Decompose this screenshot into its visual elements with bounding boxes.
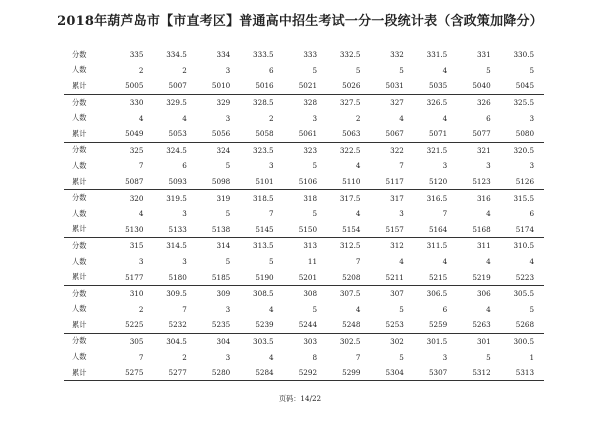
- score-cell: 313.5: [253, 241, 274, 251]
- score-cell: 302: [390, 336, 404, 346]
- cumulative-cell: 5150: [298, 224, 318, 234]
- count-cell: 5: [312, 65, 318, 75]
- count-row-label: 人数: [72, 208, 87, 218]
- cumulative-cell: 5253: [385, 320, 404, 330]
- count-cell: 4: [442, 257, 448, 267]
- count-cell: 5: [225, 161, 231, 171]
- score-cell: 320: [129, 193, 144, 203]
- cumulative-cell: 5263: [472, 320, 491, 330]
- count-cell: 2: [138, 304, 144, 314]
- cumulative-cell: 5164: [428, 224, 448, 234]
- score-cell: 306.5: [426, 289, 448, 299]
- score-cell: 302.5: [339, 336, 361, 346]
- count-cell: 4: [355, 209, 361, 219]
- count-cell: 5: [269, 257, 274, 267]
- cumulative-cell: 5307: [428, 368, 448, 378]
- cumulative-cell: 5304: [385, 368, 404, 378]
- count-cell: 5: [312, 209, 318, 219]
- count-cell: 2: [269, 113, 274, 123]
- cumulative-row-label: 累计: [72, 80, 87, 90]
- cumulative-row: [64, 269, 544, 285]
- count-cell: 2: [355, 113, 361, 123]
- count-cell: 4: [269, 352, 274, 362]
- cumulative-cell: 5235: [211, 320, 231, 330]
- cumulative-cell: 5067: [385, 129, 404, 139]
- cumulative-cell: 5232: [168, 320, 187, 330]
- score-cell: 315: [129, 241, 144, 251]
- count-cell: 4: [442, 65, 448, 75]
- count-cell: 5: [486, 352, 491, 362]
- score-cell: 327: [390, 98, 404, 108]
- score-cell: 321: [476, 145, 491, 155]
- cumulative-row: [64, 222, 544, 238]
- score-cell: 319.5: [166, 193, 187, 203]
- cumulative-cell: 5053: [168, 129, 187, 139]
- count-row-label: 人数: [72, 65, 87, 75]
- score-row-label: 分数: [72, 240, 87, 250]
- cumulative-cell: 5063: [342, 129, 361, 139]
- score-cell: 328: [303, 98, 318, 108]
- score-cell: 303.5: [253, 336, 274, 346]
- cumulative-cell: 5101: [255, 177, 274, 187]
- count-row: [64, 302, 544, 318]
- cumulative-row: [64, 174, 544, 190]
- cumulative-cell: 5093: [168, 177, 187, 187]
- score-cell: 326: [476, 98, 491, 108]
- cumulative-cell: 5106: [298, 177, 318, 187]
- cumulative-cell: 5056: [211, 129, 231, 139]
- count-cell: 3: [529, 161, 535, 171]
- cumulative-cell: 5035: [428, 81, 448, 91]
- count-cell: 3: [529, 113, 535, 123]
- score-cell: 332.5: [339, 50, 361, 60]
- cumulative-cell: 5268: [515, 320, 535, 330]
- score-cell: 309: [216, 289, 231, 299]
- score-block: [64, 238, 544, 286]
- count-row-label: 人数: [72, 160, 87, 170]
- count-cell: 3: [225, 113, 231, 123]
- cumulative-row-label: 累计: [72, 367, 87, 377]
- score-cell: 312.5: [339, 241, 361, 251]
- count-cell: 2: [138, 65, 144, 75]
- score-cell: 300.5: [513, 336, 535, 346]
- score-row-label: 分数: [72, 336, 87, 346]
- cumulative-cell: 5248: [342, 320, 361, 330]
- score-cell: 325.5: [513, 98, 535, 108]
- count-cell: 6: [269, 65, 274, 75]
- cumulative-row: [64, 126, 544, 142]
- score-row: [64, 95, 544, 111]
- score-cell: 326.5: [426, 98, 448, 108]
- count-cell: 6: [442, 304, 448, 314]
- count-cell: 7: [138, 352, 144, 362]
- count-cell: 7: [442, 209, 448, 219]
- score-cell: 329.5: [166, 98, 187, 108]
- count-cell: 4: [486, 257, 491, 267]
- count-cell: 7: [182, 304, 187, 314]
- cumulative-cell: 5071: [428, 129, 448, 139]
- score-row: [64, 143, 544, 159]
- cumulative-row-label: 累计: [72, 272, 87, 282]
- count-cell: 4: [355, 161, 361, 171]
- cumulative-cell: 5284: [255, 368, 274, 378]
- score-cell: 318: [303, 193, 318, 203]
- score-cell: 334.5: [166, 50, 187, 60]
- count-cell: 7: [355, 352, 361, 362]
- count-cell: 5: [399, 65, 404, 75]
- score-cell: 329: [216, 98, 231, 108]
- count-cell: 3: [442, 352, 448, 362]
- score-cell: 324.5: [166, 145, 187, 155]
- cumulative-cell: 5110: [342, 177, 361, 187]
- cumulative-cell: 5021: [298, 81, 318, 91]
- count-cell: 3: [269, 161, 274, 171]
- cumulative-cell: 5098: [211, 177, 231, 187]
- count-cell: 5: [225, 257, 231, 267]
- score-cell: 314.5: [166, 241, 187, 251]
- count-cell: 4: [269, 304, 274, 314]
- score-row-label: 分数: [72, 145, 87, 155]
- score-cell: 308.5: [253, 289, 274, 299]
- count-cell: 3: [225, 352, 231, 362]
- cumulative-cell: 5049: [125, 129, 144, 139]
- count-cell: 3: [182, 257, 187, 267]
- score-cell: 317: [390, 193, 404, 203]
- cumulative-cell: 5145: [255, 224, 274, 234]
- score-row: [64, 47, 544, 63]
- count-cell: 5: [486, 65, 491, 75]
- count-cell: 3: [399, 209, 404, 219]
- count-row-label: 人数: [72, 352, 87, 362]
- cumulative-cell: 5190: [255, 272, 274, 282]
- count-cell: 4: [529, 257, 535, 267]
- cumulative-cell: 5126: [515, 177, 535, 187]
- count-row-label: 人数: [72, 304, 87, 314]
- count-cell: 7: [399, 161, 404, 171]
- count-cell: 3: [225, 65, 231, 75]
- count-row-label: 人数: [72, 256, 87, 266]
- cumulative-cell: 5138: [211, 224, 231, 234]
- count-cell: 3: [312, 113, 318, 123]
- count-cell: 8: [312, 352, 318, 362]
- score-row-label: 分数: [72, 97, 87, 107]
- cumulative-cell: 5168: [472, 224, 491, 234]
- score-cell: 305: [129, 336, 144, 346]
- cumulative-cell: 5120: [428, 177, 448, 187]
- count-cell: 4: [442, 113, 448, 123]
- score-cell: 310.5: [513, 241, 535, 251]
- score-cell: 331: [476, 50, 491, 60]
- cumulative-cell: 5277: [168, 368, 187, 378]
- score-block: [64, 334, 544, 382]
- cumulative-row: [64, 365, 544, 381]
- score-cell: 331.5: [426, 50, 448, 60]
- count-cell: 6: [182, 161, 187, 171]
- count-cell: 6: [486, 113, 491, 123]
- count-cell: 5: [529, 304, 535, 314]
- count-cell: 3: [182, 209, 187, 219]
- score-cell: 304: [216, 336, 231, 346]
- score-cell: 333: [303, 50, 318, 60]
- score-cell: 301: [476, 336, 491, 346]
- cumulative-cell: 5280: [211, 368, 231, 378]
- score-row-label: 分数: [72, 288, 87, 298]
- count-row: [64, 63, 544, 79]
- count-cell: 4: [486, 209, 491, 219]
- cumulative-cell: 5185: [211, 272, 231, 282]
- score-cell: 316: [476, 193, 491, 203]
- count-cell: 4: [399, 113, 404, 123]
- count-cell: 4: [138, 113, 144, 123]
- score-cell: 323.5: [253, 145, 274, 155]
- cumulative-cell: 5225: [125, 320, 144, 330]
- cumulative-row-label: 累计: [72, 224, 87, 234]
- score-cell: 334: [216, 50, 231, 60]
- count-cell: 4: [355, 304, 361, 314]
- count-cell: 5: [399, 304, 404, 314]
- score-cell: 330: [129, 98, 144, 108]
- cumulative-cell: 5223: [515, 272, 535, 282]
- score-cell: 322.5: [339, 145, 361, 155]
- score-row: [64, 334, 544, 350]
- cumulative-cell: 5177: [125, 272, 144, 282]
- score-cell: 316.5: [426, 193, 448, 203]
- score-cell: 307: [390, 289, 404, 299]
- cumulative-cell: 5007: [168, 81, 187, 91]
- cumulative-cell: 5215: [428, 272, 448, 282]
- count-cell: 3: [225, 304, 231, 314]
- score-cell: 311.5: [426, 241, 448, 251]
- count-cell: 5: [399, 352, 404, 362]
- cumulative-cell: 5312: [472, 368, 491, 378]
- score-cell: 322: [390, 145, 404, 155]
- cumulative-cell: 5239: [255, 320, 274, 330]
- cumulative-cell: 5154: [342, 224, 361, 234]
- count-cell: 5: [312, 304, 318, 314]
- score-cell: 308: [303, 289, 318, 299]
- cumulative-cell: 5219: [472, 272, 491, 282]
- cumulative-row-label: 累计: [72, 319, 87, 329]
- cumulative-cell: 5010: [211, 81, 231, 91]
- cumulative-cell: 5087: [125, 177, 144, 187]
- score-cell: 320.5: [513, 145, 535, 155]
- score-cell: 310: [129, 289, 144, 299]
- count-row-label: 人数: [72, 113, 87, 123]
- cumulative-cell: 5157: [385, 224, 404, 234]
- score-cell: 304.5: [166, 336, 187, 346]
- cumulative-row: [64, 78, 544, 94]
- count-cell: 7: [355, 257, 361, 267]
- score-block: [64, 47, 544, 95]
- count-cell: 6: [529, 209, 535, 219]
- cumulative-cell: 5130: [125, 224, 144, 234]
- count-cell: 2: [182, 352, 187, 362]
- score-cell: 332: [390, 50, 404, 60]
- count-cell: 3: [486, 161, 491, 171]
- cumulative-cell: 5061: [298, 129, 318, 139]
- page-title: 2018年葫芦岛市【市直考区】普通高中招生考试一分一段统计表（含政策加降分）: [57, 14, 543, 29]
- score-cell: 305.5: [513, 289, 535, 299]
- score-cell: 325: [129, 145, 144, 155]
- count-cell: 4: [182, 113, 187, 123]
- score-row-label: 分数: [72, 49, 87, 59]
- score-cell: 330.5: [513, 50, 535, 60]
- count-row: [64, 254, 544, 270]
- count-row: [64, 158, 544, 174]
- score-cell: 328.5: [253, 98, 274, 108]
- cumulative-cell: 5244: [298, 320, 318, 330]
- cumulative-cell: 5123: [472, 177, 491, 187]
- score-cell: 309.5: [166, 289, 187, 299]
- cumulative-cell: 5080: [515, 129, 535, 139]
- count-cell: 5: [225, 209, 231, 219]
- cumulative-cell: 5292: [298, 368, 318, 378]
- count-cell: 5: [355, 65, 361, 75]
- score-cell: 311: [476, 241, 491, 251]
- score-cell: 314: [216, 241, 231, 251]
- score-cell: 301.5: [426, 336, 448, 346]
- count-cell: 4: [399, 257, 404, 267]
- cumulative-row-label: 累计: [72, 128, 87, 138]
- score-cell: 312: [390, 241, 404, 251]
- count-cell: 11: [307, 257, 318, 267]
- score-cell: 306: [476, 289, 491, 299]
- cumulative-cell: 5174: [515, 224, 535, 234]
- cumulative-cell: 5117: [385, 177, 404, 187]
- cumulative-cell: 5211: [385, 272, 404, 282]
- count-cell: 7: [138, 161, 144, 171]
- score-block: [64, 190, 544, 238]
- count-row: [64, 349, 544, 365]
- cumulative-cell: 5313: [515, 368, 535, 378]
- score-cell: 321.5: [426, 145, 448, 155]
- cumulative-cell: 5040: [472, 81, 491, 91]
- cumulative-cell: 5299: [342, 368, 361, 378]
- count-row: [64, 110, 544, 126]
- cumulative-cell: 5275: [125, 368, 144, 378]
- score-cell: 315.5: [513, 193, 535, 203]
- cumulative-cell: 5133: [168, 224, 187, 234]
- score-cell: 323: [303, 145, 318, 155]
- cumulative-cell: 5031: [385, 81, 404, 91]
- cumulative-cell: 5201: [298, 272, 318, 282]
- count-cell: 5: [529, 65, 535, 75]
- score-cell: 307.5: [339, 289, 361, 299]
- cumulative-cell: 5016: [255, 81, 274, 91]
- cumulative-cell: 5180: [168, 272, 187, 282]
- score-cell: 303: [303, 336, 318, 346]
- page-number: 页码：14/22: [278, 394, 322, 403]
- cumulative-cell: 5259: [428, 320, 448, 330]
- count-row: [64, 206, 544, 222]
- score-cell: 324: [216, 145, 231, 155]
- count-cell: 2: [182, 65, 187, 75]
- cumulative-cell: 5208: [342, 272, 361, 282]
- score-row: [64, 238, 544, 254]
- count-cell: 5: [312, 161, 318, 171]
- cumulative-cell: 5058: [255, 129, 274, 139]
- score-row: [64, 286, 544, 302]
- cumulative-cell: 5005: [125, 81, 144, 91]
- score-cell: 327.5: [339, 98, 361, 108]
- score-distribution-table: [64, 47, 544, 381]
- cumulative-row: [64, 317, 544, 333]
- cumulative-cell: 5045: [515, 81, 535, 91]
- score-row: [64, 190, 544, 206]
- score-cell: 319: [216, 193, 231, 203]
- score-cell: 317.5: [339, 193, 361, 203]
- score-row-label: 分数: [72, 193, 87, 203]
- cumulative-cell: 5077: [472, 129, 491, 139]
- score-cell: 313: [303, 241, 318, 251]
- score-block: [64, 143, 544, 191]
- score-cell: 333.5: [253, 50, 274, 60]
- score-block: [64, 286, 544, 334]
- score-cell: 318.5: [253, 193, 274, 203]
- count-cell: 7: [269, 209, 274, 219]
- count-cell: 1: [529, 352, 535, 362]
- score-block: [64, 95, 544, 143]
- score-cell: 335: [129, 50, 144, 60]
- cumulative-row-label: 累计: [72, 176, 87, 186]
- count-cell: 3: [138, 257, 144, 267]
- count-cell: 4: [486, 304, 491, 314]
- count-cell: 4: [138, 209, 144, 219]
- count-cell: 3: [442, 161, 448, 171]
- cumulative-cell: 5026: [342, 81, 361, 91]
